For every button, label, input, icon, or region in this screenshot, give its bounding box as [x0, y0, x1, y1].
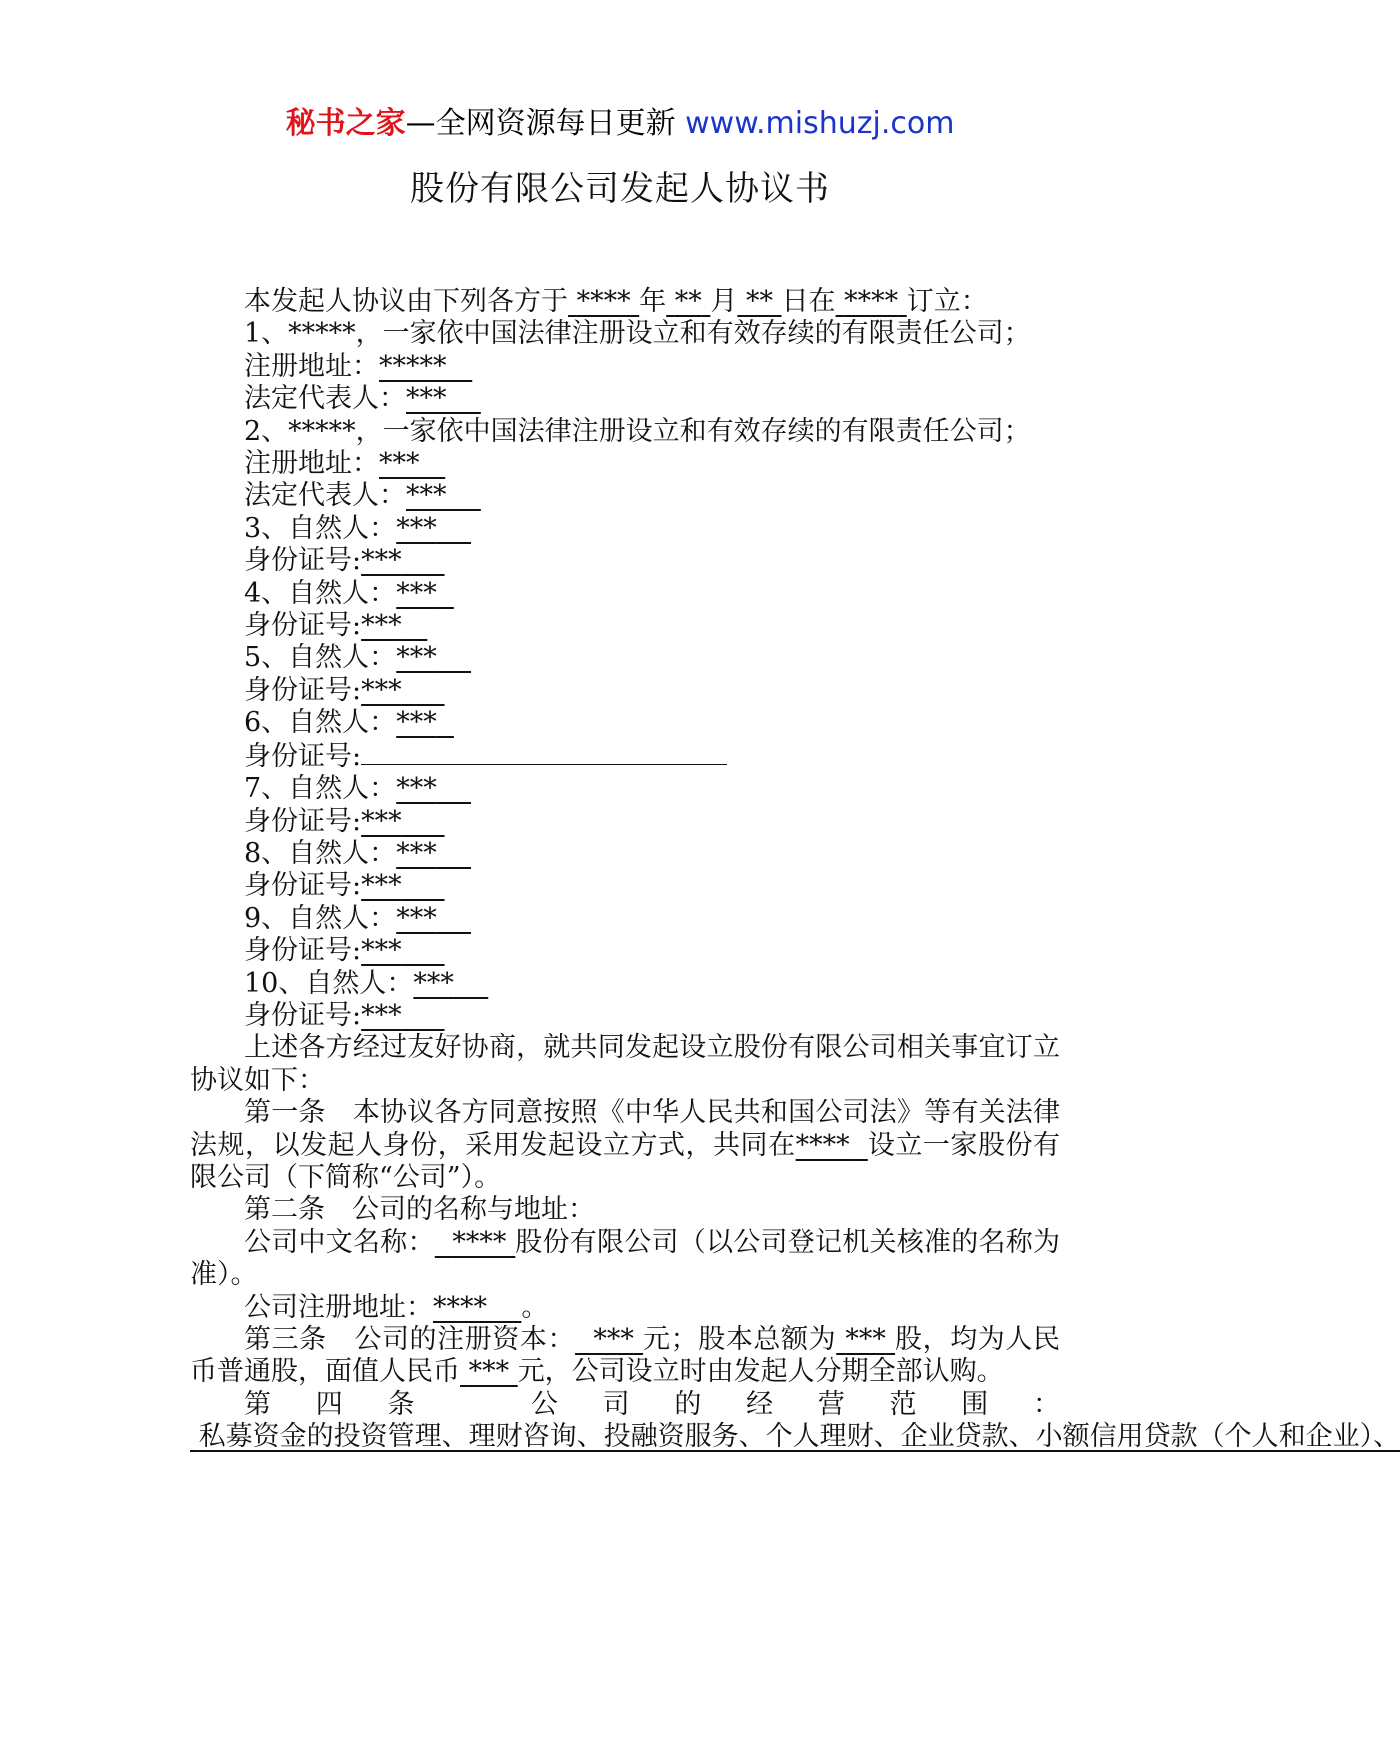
par-value-field: *** [468, 1356, 510, 1388]
person7-name-field: *** [396, 773, 437, 805]
person6-id-blank-field [361, 740, 727, 765]
person3-name-field: *** [396, 512, 437, 544]
person5-id-field: *** [361, 674, 402, 706]
registered-capital-field: *** [593, 1324, 634, 1355]
company-name-field: **** [452, 1226, 507, 1258]
preamble-paragraph: 上述各方经过友好协商，就共同发起设立股份有限公司相关事宜订立协议如下： [190, 1032, 1060, 1096]
document-body [190, 286, 1400, 1454]
person4-name-line: 4、自然人：*** [190, 578, 1060, 610]
person4-id-field: *** [361, 610, 402, 642]
person7-name-line: 7、自然人：*** [190, 773, 1060, 805]
person6-name-line: 6、自然人：*** [190, 707, 1060, 739]
article-2-company-address: 公司注册地址：**** 。 [244, 1291, 549, 1323]
article-4: 第四条 公司的经营范围： 私募资金的投资管理、理财咨询、投融资服务、个人理财、企业贷款、小额信用贷款（个人和企业）、 [190, 1389, 1060, 1454]
article1-place-field: **** [795, 1129, 850, 1161]
party1-address-field: ***** [379, 350, 447, 382]
party1-address-line: 注册地址：***** [190, 351, 1060, 383]
person5-id-line: 身份证号:*** [190, 675, 1060, 707]
person5-name-line: 5、自然人：*** [190, 642, 1060, 674]
person10-id-field: *** [361, 999, 402, 1031]
person7-id-field: *** [361, 805, 402, 837]
party1-rep-line: 法定代表人：*** [190, 383, 1060, 415]
party1-rep-field: *** [406, 383, 447, 415]
person10-id-line: 身份证号:*** [190, 1000, 1060, 1032]
business-scope-field: 私募资金的投资管理、理财咨询、投融资服务、个人理财、企业贷款、小额信用贷款（个人和企业）、 [198, 1421, 1400, 1453]
intro-paragraph: 本发起人协议由下列各方于 **** 年 ** 月 ** 日在 **** 订立： [244, 286, 988, 317]
article-2-heading: 第二条 公司的名称与地址： [244, 1194, 595, 1226]
article-3: 第三条 公司的注册资本： *** 元；股本总额为 *** 股，均为人民币普通股，面值人民币 *** 元，公司设立时由发起人分期全部认购。 [190, 1324, 1060, 1388]
person8-name-field: *** [396, 837, 437, 869]
sign-place-field: **** [844, 286, 899, 317]
person9-name-field: *** [396, 902, 437, 934]
sign-day-field: ** [745, 286, 773, 317]
person3-id-line: 身份证号:*** [190, 545, 1060, 577]
party2-description: 2、*****，一家依中国法律注册设立和有效存续的有限责任公司； [244, 415, 1031, 447]
sign-month-field: ** [674, 286, 702, 317]
banner-slogan: —全网资源每日更新 [405, 106, 676, 141]
total-shares-field: *** [845, 1324, 886, 1355]
party1-description: 1、*****，一家依中国法律注册设立和有效存续的有限责任公司； [244, 318, 1031, 350]
party2-rep-field: *** [406, 480, 447, 512]
person8-id-line: 身份证号:*** [190, 870, 1060, 902]
person4-id-line: 身份证号:*** [190, 610, 1060, 642]
article-1: 第一条 本协议各方同意按照《中华人民共和国公司法》等有关法律法规，以发起人身份，采用发起设立方式，共同在**** 设立一家股份有限公司（下简称“公司”）。 [190, 1097, 1061, 1193]
company-address-field: **** [433, 1291, 487, 1323]
party2-rep-line: 法定代表人：*** [190, 480, 1060, 512]
party2-address-line: 注册地址：*** [190, 448, 1060, 480]
person3-name-line: 3、自然人：*** [190, 513, 1060, 545]
person5-name-field: *** [396, 642, 437, 674]
site-banner [0, 104, 1240, 144]
person10-name-field: *** [413, 967, 454, 999]
person9-name-line: 9、自然人：*** [190, 903, 1060, 935]
person4-name-field: *** [396, 577, 437, 609]
party2-address-field: *** [379, 448, 420, 480]
banner-url-link[interactable]: www.mishuzj.com [685, 106, 955, 141]
person8-name-line: 8、自然人：*** [190, 838, 1060, 870]
person3-id-field: *** [361, 545, 402, 577]
person6-name-field: *** [396, 707, 437, 739]
article-2-company-name: 公司中文名称： **** 股份有限公司（以公司登记机关核准的名称为准）。 [190, 1226, 1061, 1291]
banner-brand: 秘书之家 [285, 106, 406, 141]
person10-name-line: 10、自然人：*** [190, 968, 1060, 1000]
person7-id-line: 身份证号:*** [190, 806, 1060, 838]
person9-id-field: *** [361, 935, 402, 967]
person6-id-line: 身份证号: [190, 740, 1060, 773]
sign-year-field: **** [576, 286, 631, 317]
document-title: 股份有限公司发起人协议书 [410, 169, 830, 209]
person9-id-line: 身份证号:*** [190, 935, 1060, 967]
person8-id-field: *** [361, 870, 402, 902]
